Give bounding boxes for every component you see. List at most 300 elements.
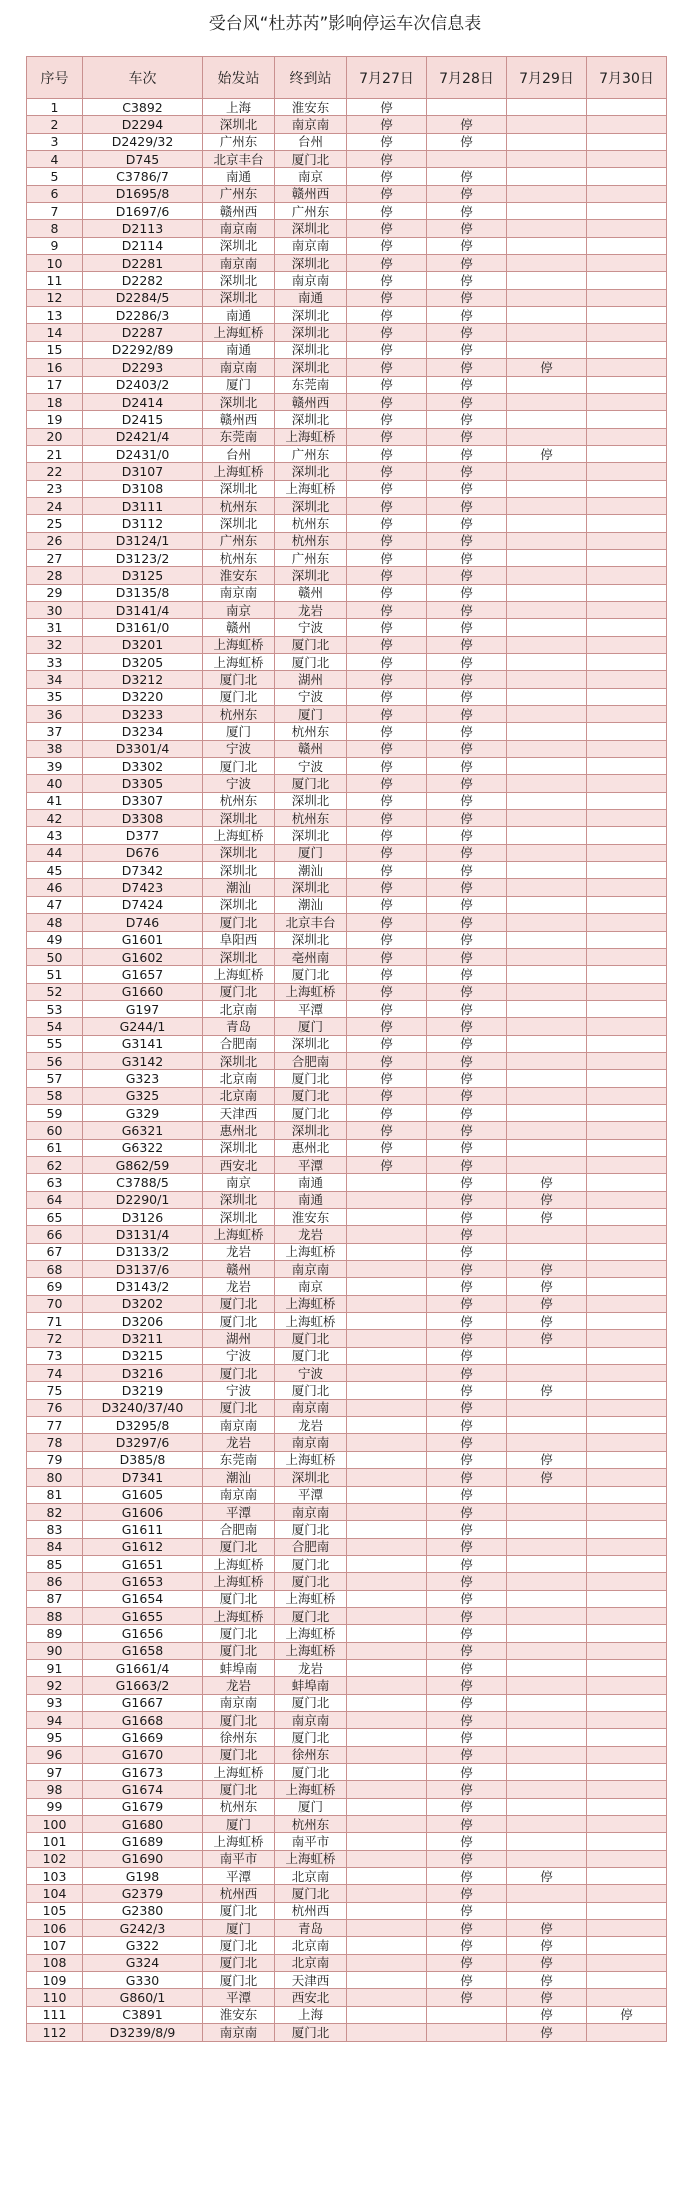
cell-jul30 [587, 688, 667, 705]
cell-serial: 3 [27, 133, 83, 150]
cell-jul30 [587, 1191, 667, 1208]
cell-destination: 南京南 [275, 1503, 347, 1520]
cell-serial: 99 [27, 1798, 83, 1815]
header-row [27, 57, 667, 99]
cell-jul28: 停 [427, 1295, 507, 1312]
cell-jul29 [507, 931, 587, 948]
cell-jul28: 停 [427, 1989, 507, 2006]
cell-origin: 南平市 [203, 1850, 275, 1867]
cell-destination: 天津西 [275, 1972, 347, 1989]
cell-origin: 赣州 [203, 619, 275, 636]
cell-serial: 57 [27, 1070, 83, 1087]
cell-jul27 [347, 1833, 427, 1850]
cell-jul28: 停 [427, 1052, 507, 1069]
cell-jul27 [347, 1729, 427, 1746]
cell-jul28: 停 [427, 1174, 507, 1191]
cell-origin: 北京南 [203, 1087, 275, 1104]
cell-serial: 83 [27, 1521, 83, 1538]
cell-destination: 亳州南 [275, 948, 347, 965]
cell-jul27 [347, 1694, 427, 1711]
cell-train-number: G1654 [83, 1590, 203, 1607]
cell-destination: 深圳北 [275, 497, 347, 514]
cell-jul29: 停 [507, 1278, 587, 1295]
cell-serial: 96 [27, 1746, 83, 1763]
cell-serial: 50 [27, 948, 83, 965]
cell-serial: 78 [27, 1434, 83, 1451]
cell-jul29 [507, 116, 587, 133]
cell-train-number: G1656 [83, 1625, 203, 1642]
cell-jul29 [507, 185, 587, 202]
cell-jul28: 停 [427, 549, 507, 566]
table-row [27, 758, 667, 775]
cell-train-number: D3295/8 [83, 1417, 203, 1434]
table-row [27, 237, 667, 254]
cell-jul29 [507, 255, 587, 272]
cell-jul30 [587, 636, 667, 653]
cell-destination: 南京南 [275, 237, 347, 254]
table-row [27, 1798, 667, 1815]
cell-train-number: G1669 [83, 1729, 203, 1746]
table-row [27, 133, 667, 150]
cell-origin: 广州东 [203, 133, 275, 150]
cell-jul29 [507, 1694, 587, 1711]
cell-serial: 55 [27, 1035, 83, 1052]
cell-jul29 [507, 1816, 587, 1833]
cell-destination: 厦门北 [275, 1885, 347, 1902]
cell-train-number: G1657 [83, 966, 203, 983]
cell-jul27 [347, 1209, 427, 1226]
cell-serial: 89 [27, 1625, 83, 1642]
cell-jul30 [587, 168, 667, 185]
cell-origin: 赣州西 [203, 411, 275, 428]
cell-jul27 [347, 1555, 427, 1572]
cell-jul27: 停 [347, 896, 427, 913]
cell-jul28 [427, 151, 507, 168]
table-row [27, 775, 667, 792]
cell-jul28: 停 [427, 463, 507, 480]
cell-serial: 36 [27, 706, 83, 723]
cell-destination: 宁波 [275, 1365, 347, 1382]
cell-jul29 [507, 99, 587, 116]
cell-serial: 87 [27, 1590, 83, 1607]
cell-train-number: G1611 [83, 1521, 203, 1538]
cell-jul29 [507, 532, 587, 549]
table-row [27, 1764, 667, 1781]
cell-serial: 63 [27, 1174, 83, 1191]
table-row [27, 393, 667, 410]
cell-jul28: 停 [427, 1920, 507, 1937]
cell-destination: 上海虹桥 [275, 1313, 347, 1330]
cell-jul28: 停 [427, 1399, 507, 1416]
cell-jul30 [587, 1035, 667, 1052]
cell-destination: 厦门北 [275, 1573, 347, 1590]
table-row [27, 1694, 667, 1711]
cell-jul28: 停 [427, 1607, 507, 1624]
cell-jul28: 停 [427, 966, 507, 983]
cell-serial: 41 [27, 792, 83, 809]
cell-jul27: 停 [347, 324, 427, 341]
header-jul29: 7月29日 [507, 57, 587, 99]
cell-destination: 厦门北 [275, 1764, 347, 1781]
cell-train-number: G1605 [83, 1486, 203, 1503]
cell-destination: 厦门北 [275, 654, 347, 671]
cell-serial: 67 [27, 1243, 83, 1260]
cell-jul27: 停 [347, 237, 427, 254]
cell-serial: 108 [27, 1954, 83, 1971]
table-row [27, 636, 667, 653]
cell-serial: 18 [27, 393, 83, 410]
cell-jul29 [507, 1573, 587, 1590]
cell-jul27 [347, 1313, 427, 1330]
cell-train-number: G325 [83, 1087, 203, 1104]
cell-jul27: 停 [347, 116, 427, 133]
cell-destination: 上海虹桥 [275, 480, 347, 497]
table-row [27, 549, 667, 566]
table-row [27, 445, 667, 462]
cell-jul27 [347, 1261, 427, 1278]
cell-jul28: 停 [427, 515, 507, 532]
cell-jul28: 停 [427, 1816, 507, 1833]
cell-jul28: 停 [427, 827, 507, 844]
cell-jul29 [507, 896, 587, 913]
cell-jul30 [587, 983, 667, 1000]
cell-jul29 [507, 497, 587, 514]
cell-train-number: D7423 [83, 879, 203, 896]
cell-origin: 深圳北 [203, 862, 275, 879]
table-row [27, 1954, 667, 1971]
cell-serial: 97 [27, 1764, 83, 1781]
cell-origin: 青岛 [203, 1018, 275, 1035]
cell-train-number: G1674 [83, 1781, 203, 1798]
cell-jul27 [347, 1330, 427, 1347]
cell-destination: 深圳北 [275, 567, 347, 584]
cell-serial: 17 [27, 376, 83, 393]
cell-jul30 [587, 1538, 667, 1555]
cell-destination: 潮汕 [275, 896, 347, 913]
cell-train-number: G3141 [83, 1035, 203, 1052]
cell-jul27: 停 [347, 792, 427, 809]
cell-jul30 [587, 827, 667, 844]
cell-destination: 湖州 [275, 671, 347, 688]
cell-jul28: 停 [427, 706, 507, 723]
cell-jul28 [427, 2006, 507, 2023]
cell-jul29: 停 [507, 1382, 587, 1399]
cell-jul28: 停 [427, 185, 507, 202]
cell-train-number: D3108 [83, 480, 203, 497]
header-jul28: 7月28日 [427, 57, 507, 99]
cell-jul29: 停 [507, 445, 587, 462]
table-row [27, 1122, 667, 1139]
cell-origin: 杭州东 [203, 792, 275, 809]
cell-jul27: 停 [347, 1156, 427, 1173]
cell-jul30 [587, 1347, 667, 1364]
cell-origin: 潮汕 [203, 1469, 275, 1486]
cell-jul29 [507, 619, 587, 636]
cell-destination: 深圳北 [275, 879, 347, 896]
cell-jul28: 停 [427, 1937, 507, 1954]
cell-train-number: G1651 [83, 1555, 203, 1572]
cell-serial: 46 [27, 879, 83, 896]
cell-jul27: 停 [347, 619, 427, 636]
cell-jul27: 停 [347, 827, 427, 844]
cell-jul29 [507, 480, 587, 497]
cell-destination: 南京 [275, 1278, 347, 1295]
cell-train-number: D3212 [83, 671, 203, 688]
cell-jul28: 停 [427, 810, 507, 827]
cell-jul28: 停 [427, 307, 507, 324]
table-row [27, 1538, 667, 1555]
cell-jul28: 停 [427, 1555, 507, 1572]
cell-jul29 [507, 1729, 587, 1746]
cell-train-number: G1690 [83, 1850, 203, 1867]
table-row [27, 1174, 667, 1191]
cell-jul28: 停 [427, 896, 507, 913]
cell-jul29 [507, 1486, 587, 1503]
cell-origin: 深圳北 [203, 289, 275, 306]
cell-jul27: 停 [347, 1104, 427, 1121]
cell-destination: 杭州东 [275, 515, 347, 532]
cell-jul30 [587, 1503, 667, 1520]
cell-jul29: 停 [507, 1868, 587, 1885]
table-row [27, 1365, 667, 1382]
cell-serial: 20 [27, 428, 83, 445]
cell-jul30 [587, 1399, 667, 1416]
cell-train-number: G1667 [83, 1694, 203, 1711]
cell-jul29 [507, 1781, 587, 1798]
cell-origin: 深圳北 [203, 393, 275, 410]
cell-jul29 [507, 307, 587, 324]
table-row [27, 324, 667, 341]
cell-jul27 [347, 1677, 427, 1694]
cell-jul28: 停 [427, 1677, 507, 1694]
cell-train-number: G1679 [83, 1798, 203, 1815]
cell-destination: 上海虹桥 [275, 1243, 347, 1260]
table-row [27, 1659, 667, 1676]
cell-serial: 53 [27, 1000, 83, 1017]
cell-jul29 [507, 1833, 587, 1850]
cell-jul27: 停 [347, 706, 427, 723]
cell-destination: 龙岩 [275, 1417, 347, 1434]
cell-jul30 [587, 1278, 667, 1295]
cell-jul28: 停 [427, 758, 507, 775]
cell-origin: 深圳北 [203, 896, 275, 913]
cell-jul29 [507, 706, 587, 723]
cell-jul27: 停 [347, 359, 427, 376]
cell-serial: 37 [27, 723, 83, 740]
cell-origin: 淮安东 [203, 2006, 275, 2023]
cell-destination: 深圳北 [275, 220, 347, 237]
table-row [27, 1139, 667, 1156]
cell-jul30 [587, 151, 667, 168]
cell-jul29 [507, 1607, 587, 1624]
cell-destination: 厦门北 [275, 775, 347, 792]
table-row [27, 688, 667, 705]
cell-jul27 [347, 1850, 427, 1867]
cell-jul30 [587, 1607, 667, 1624]
cell-train-number: D2403/2 [83, 376, 203, 393]
cell-serial: 52 [27, 983, 83, 1000]
cell-origin: 厦门北 [203, 1295, 275, 1312]
cell-jul28: 停 [427, 1243, 507, 1260]
cell-jul27: 停 [347, 463, 427, 480]
cell-train-number: G244/1 [83, 1018, 203, 1035]
cell-train-number: D3220 [83, 688, 203, 705]
cell-train-number: G860/1 [83, 1989, 203, 2006]
cell-train-number: D3234 [83, 723, 203, 740]
cell-jul27: 停 [347, 862, 427, 879]
cell-train-number: G1602 [83, 948, 203, 965]
cell-jul27 [347, 1607, 427, 1624]
cell-jul28: 停 [427, 168, 507, 185]
cell-destination: 厦门北 [275, 966, 347, 983]
cell-jul29 [507, 324, 587, 341]
cell-jul30 [587, 1486, 667, 1503]
cell-jul27: 停 [347, 1035, 427, 1052]
cell-jul30 [587, 1816, 667, 1833]
table-row [27, 567, 667, 584]
table-row [27, 151, 667, 168]
cell-destination: 西安北 [275, 1989, 347, 2006]
cell-jul28: 停 [427, 654, 507, 671]
header-serial: 序号 [27, 57, 83, 99]
cell-train-number: D3135/8 [83, 584, 203, 601]
table-row [27, 532, 667, 549]
cell-jul30 [587, 879, 667, 896]
cell-serial: 110 [27, 1989, 83, 2006]
cell-origin: 合肥南 [203, 1521, 275, 1538]
cell-jul28: 停 [427, 1954, 507, 1971]
cell-origin: 阜阳西 [203, 931, 275, 948]
cell-jul30 [587, 220, 667, 237]
cell-origin: 惠州北 [203, 1122, 275, 1139]
cell-serial: 103 [27, 1868, 83, 1885]
cell-destination: 南通 [275, 1174, 347, 1191]
cell-train-number: D3112 [83, 515, 203, 532]
cell-jul27 [347, 1191, 427, 1208]
cell-jul28: 停 [427, 1711, 507, 1728]
cell-train-number: D3308 [83, 810, 203, 827]
cell-serial: 111 [27, 2006, 83, 2023]
cell-destination: 厦门北 [275, 1070, 347, 1087]
cell-jul27: 停 [347, 636, 427, 653]
cell-jul29 [507, 1052, 587, 1069]
cell-train-number: G197 [83, 1000, 203, 1017]
cell-origin: 南通 [203, 341, 275, 358]
cell-destination: 惠州北 [275, 1139, 347, 1156]
cell-train-number: C3788/5 [83, 1174, 203, 1191]
cell-train-number: D3141/4 [83, 601, 203, 618]
cell-destination: 南通 [275, 1191, 347, 1208]
cell-jul30 [587, 1434, 667, 1451]
cell-jul28: 停 [427, 1191, 507, 1208]
cell-jul28: 停 [427, 619, 507, 636]
cell-jul28: 停 [427, 220, 507, 237]
cell-serial: 100 [27, 1816, 83, 1833]
cell-train-number: D3302 [83, 758, 203, 775]
cell-serial: 95 [27, 1729, 83, 1746]
cell-jul27: 停 [347, 966, 427, 983]
cell-jul28: 停 [427, 1694, 507, 1711]
cell-jul27: 停 [347, 1070, 427, 1087]
cell-jul29 [507, 1902, 587, 1919]
cell-origin: 徐州东 [203, 1729, 275, 1746]
cell-origin: 厦门北 [203, 1625, 275, 1642]
cell-jul27 [347, 1174, 427, 1191]
cell-destination: 厦门北 [275, 1521, 347, 1538]
table-row [27, 654, 667, 671]
cell-jul29 [507, 1417, 587, 1434]
cell-serial: 98 [27, 1781, 83, 1798]
cell-train-number: D745 [83, 151, 203, 168]
cell-jul28: 停 [427, 1503, 507, 1520]
cell-origin: 厦门北 [203, 1937, 275, 1954]
cell-jul28: 停 [427, 480, 507, 497]
cell-serial: 6 [27, 185, 83, 202]
cell-jul27: 停 [347, 185, 427, 202]
cell-train-number: C3891 [83, 2006, 203, 2023]
cell-jul27 [347, 1469, 427, 1486]
cell-origin: 南京南 [203, 1486, 275, 1503]
cell-jul30 [587, 706, 667, 723]
cell-jul27 [347, 1521, 427, 1538]
cell-jul29 [507, 376, 587, 393]
cell-train-number: D2431/0 [83, 445, 203, 462]
cell-jul27: 停 [347, 688, 427, 705]
cell-serial: 79 [27, 1451, 83, 1468]
cell-jul30 [587, 914, 667, 931]
cell-destination: 深圳北 [275, 341, 347, 358]
cell-jul29 [507, 237, 587, 254]
cell-jul27: 停 [347, 775, 427, 792]
table-row [27, 289, 667, 306]
cell-serial: 106 [27, 1920, 83, 1937]
cell-jul28: 停 [427, 1538, 507, 1555]
cell-jul30 [587, 1781, 667, 1798]
cell-jul30 [587, 1521, 667, 1538]
cell-jul28: 停 [427, 255, 507, 272]
cell-jul28: 停 [427, 1746, 507, 1763]
cell-origin: 厦门北 [203, 1711, 275, 1728]
cell-jul30 [587, 810, 667, 827]
cell-destination: 南京南 [275, 1399, 347, 1416]
table-row [27, 948, 667, 965]
cell-serial: 32 [27, 636, 83, 653]
cell-jul27 [347, 1642, 427, 1659]
cell-jul30 [587, 740, 667, 757]
cell-origin: 深圳北 [203, 237, 275, 254]
cell-jul29 [507, 1642, 587, 1659]
cell-jul29 [507, 914, 587, 931]
cell-jul28: 停 [427, 740, 507, 757]
cell-destination: 北京南 [275, 1868, 347, 1885]
cell-jul30 [587, 1313, 667, 1330]
cell-jul29 [507, 740, 587, 757]
cell-jul30 [587, 1764, 667, 1781]
cell-origin: 厦门北 [203, 1954, 275, 1971]
cell-destination: 赣州 [275, 584, 347, 601]
cell-destination: 深圳北 [275, 411, 347, 428]
cell-jul27: 停 [347, 879, 427, 896]
cell-jul27: 停 [347, 671, 427, 688]
cell-destination: 淮安东 [275, 1209, 347, 1226]
cell-train-number: C3786/7 [83, 168, 203, 185]
cell-jul27: 停 [347, 133, 427, 150]
cell-destination: 厦门北 [275, 151, 347, 168]
cell-train-number: D3216 [83, 1365, 203, 1382]
cell-destination: 杭州东 [275, 723, 347, 740]
table-row [27, 862, 667, 879]
cell-serial: 81 [27, 1486, 83, 1503]
